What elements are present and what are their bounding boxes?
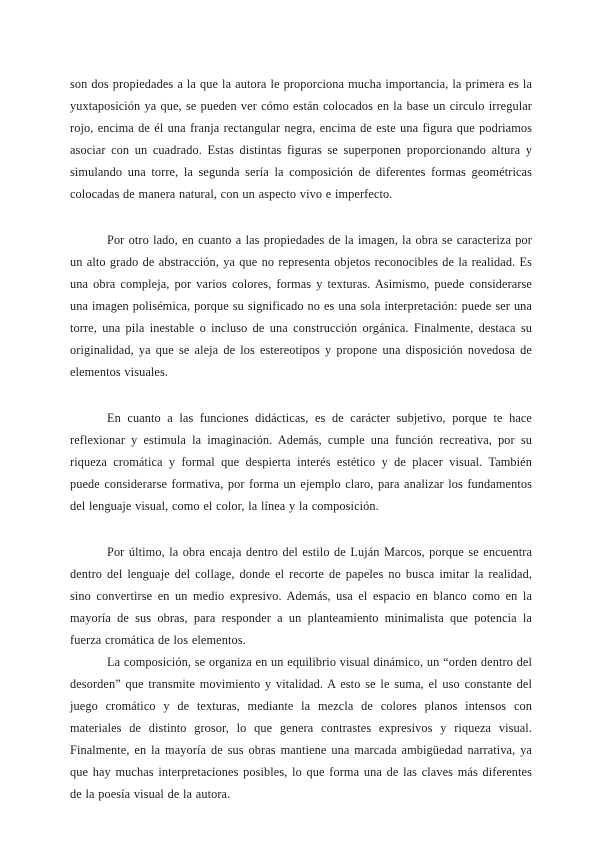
body-paragraph-5: La composición, se organiza en un equilibrio visual dinámico, un “orden dentro del desorden” que transmite movimiento y vitalidad. A esto se le suma, el uso constante del juego cromático y de texturas, mediante la mezcla de colores planos intensos con materiales de distinto grosor, lo que genera contrastes expresivos y riqueza visual. Finalmente, en la mayoría de sus obras mantiene una marcada ambigüedad narrativa, ya que hay muchas interpretaciones posibles, lo que forma una de las claves más diferentes de la poesía visual de la autora. (70, 655, 532, 801)
body-paragraph-continuation: son dos propiedades a la que la autora le proporciona mucha importancia, la primera es la yuxtaposición ya que, se pueden ver cómo están colocados en la base un circulo irregular rojo, encima de él una franja rectangular negra, encima de este una figura que podriamos asociar con un cuadrado. Estas distintas figuras se superponen proporcionando altura y simulando una torre, la segunda sería la composición de diferentes formas geométricas colocadas de manera natural, con un aspecto vivo e imperfecto. (70, 77, 532, 201)
body-paragraph-2: Por otro lado, en cuanto a las propiedades de la imagen, la obra se caracteriza por un alto grado de abstracción, ya que no representa objetos reconocibles de la realidad. Es una obra compleja, por varios colores, formas y texturas. Asimismo, puede considerarse una imagen polisémica, porque su significado no es una sola interpretación: puede ser una torre, una pila inestable o incluso de una construcción orgánica. Finalmente, destaca su originalidad, ya que se aleja de los estereotipos y propone una disposición novedosa de elementos visuales. (70, 233, 532, 379)
body-paragraph-4: Por último, la obra encaja dentro del estilo de Luján Marcos, porque se encuentra dentro del lenguaje del collage, donde el recorte de papeles no busca imitar la realidad, sino convertirse en un medio expresivo. Además, usa el espacio en blanco como en la mayoría de sus obras, para responder a un planteamiento minimalista que potencia la fuerza cromática de los elementos. (70, 545, 532, 647)
body-paragraph-3: En cuanto a las funciones didácticas, es de carácter subjetivo, porque te hace reflexionar y estimula la imaginación. Además, cumple una función recreativa, por su riqueza cromática y formal que despierta interés estético y de placer visual. También puede considerarse formativa, por forma un ejemplo claro, para analizar los fundamentos del lenguaje visual, como el color, la línea y la composición. (70, 411, 532, 513)
